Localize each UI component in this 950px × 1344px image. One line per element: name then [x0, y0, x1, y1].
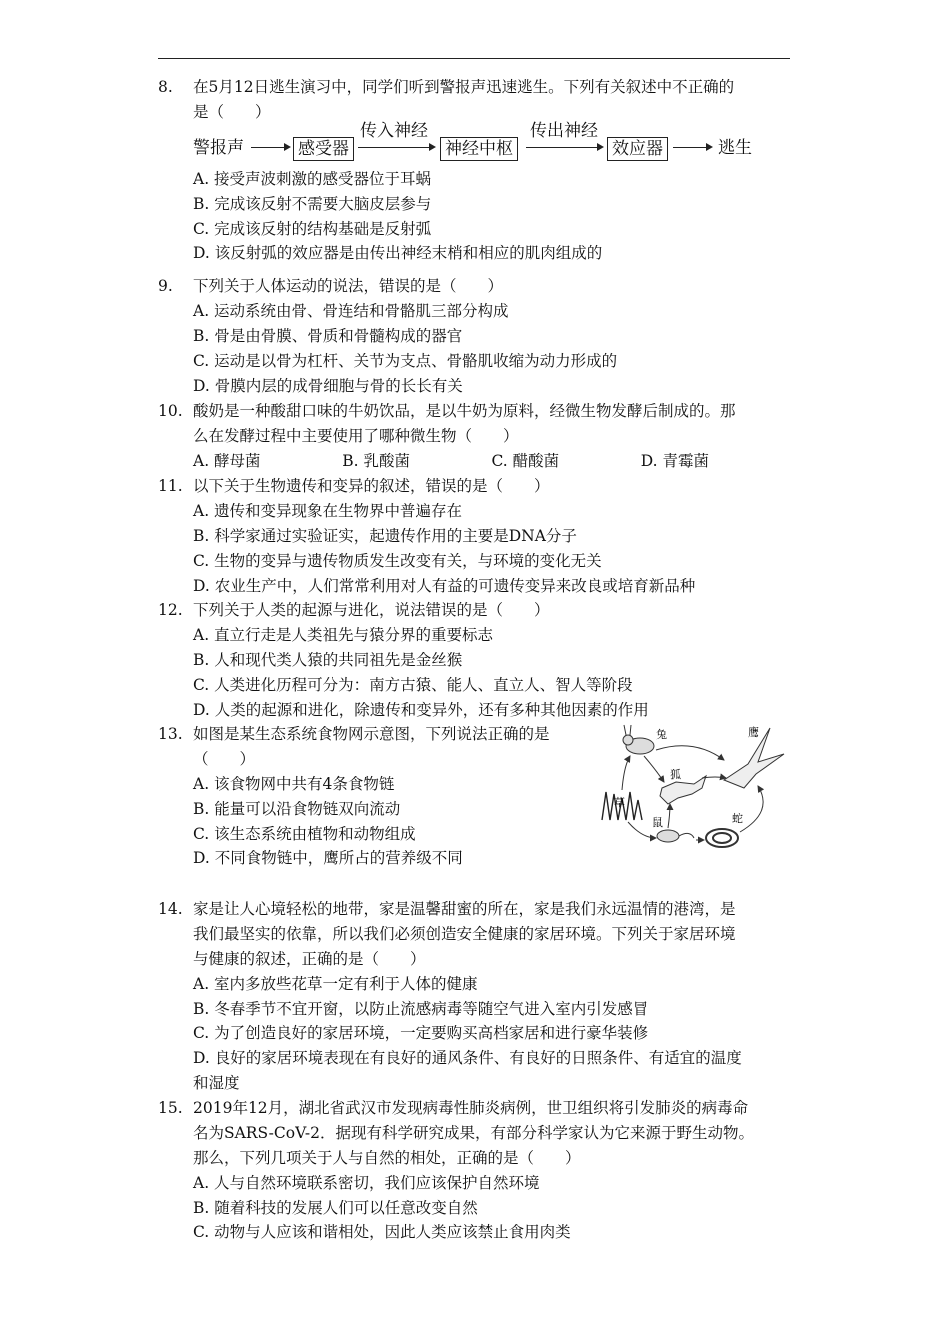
question-number: 8. [158, 78, 173, 96]
question-number: 15. [158, 1099, 183, 1117]
option-a: A. 直立行走是人类祖先与猿分界的重要标志 [193, 625, 494, 644]
question-number: 9. [158, 277, 173, 295]
arrow-fox-hawk [702, 777, 726, 778]
question-10 [158, 399, 790, 474]
question-stem-cont: 名为SARS-CoV-2．据现有科学研究成果，有部分科学家认为它来源于野生动物。 [193, 1123, 754, 1142]
arrow-rabbit-hawk [656, 746, 724, 760]
flow-arrow [526, 147, 602, 148]
arrow-rabbit-fox [644, 756, 664, 782]
option-c: C. 人类进化历程可分为：南方古猿、能人、直立人、智人等阶段 [193, 675, 633, 694]
option-c: C. 醋酸菌 [491, 451, 560, 470]
label-mouse: 鼠 [652, 816, 663, 829]
question-stem-cont: 是（ ） [193, 102, 271, 121]
question-stem-cont: （ ） [193, 749, 256, 768]
question-14 [158, 897, 790, 1096]
option-d: D. 青霉菌 [640, 451, 709, 470]
question-stem-cont: 我们最坚实的依靠，所以我们必须创造安全健康的家居环境。下列关于家居环境 [193, 924, 736, 943]
options-row [158, 449, 790, 474]
question-9 [158, 274, 790, 398]
flow-arrow [673, 147, 711, 148]
option-c: C. 为了创造良好的家居环境，一定要购买高档家居和进行豪华装修 [193, 1024, 649, 1043]
option-d: D. 该反射弧的效应器是由传出神经末梢和相应的肌肉组成的 [193, 244, 603, 263]
option-b: B. 完成该反射不需要大脑皮层参与 [193, 194, 432, 213]
arrow-mouse-fox [668, 804, 670, 828]
question-number: 10. [158, 402, 183, 420]
option-a: A. 遗传和变异现象在生物界中普遍存在 [193, 501, 463, 520]
option-b: B. 骨是由骨膜、骨质和骨髓构成的器官 [193, 326, 463, 345]
option-a: A. 运动系统由骨、骨连结和骨骼肌三部分构成 [193, 301, 509, 320]
flow-arrow [358, 147, 434, 148]
option-c: C. 运动是以骨为杠杆、关节为支点、骨骼肌收缩为动力形成的 [193, 351, 618, 370]
option-d: D. 人类的起源和进化，除遗传和变异外，还有多种其他因素的作用 [193, 700, 649, 719]
option-a: A. 酵母菌 [193, 451, 261, 470]
option-d-cont: 和湿度 [193, 1074, 240, 1093]
option-b: B. 冬春季节不宜开窗，以防止流感病毒等随空气进入室内引发感冒 [193, 999, 649, 1018]
option-b: B. 科学家通过实验证实，起遗传作用的主要是DNA分子 [193, 526, 577, 545]
reflex-flow-diagram [193, 120, 790, 167]
question-stem: 下列关于人类的起源与进化，说法错误的是（ ） [193, 601, 550, 619]
question-stem-cont: 么在发酵过程中主要使用了哪种微生物（ ） [193, 426, 519, 445]
option-c: C. 生物的变异与遗传物质发生改变有关，与环境的变化无关 [193, 551, 602, 570]
question-8 [158, 75, 790, 266]
question-stem-cont: 那么，下列几项关于人与自然的相处，正确的是（ ） [193, 1148, 581, 1167]
question-stem: 酸奶是一种酸甜口味的牛奶饮品，是以牛奶为原料，经微生物发酵后制成的。那 [193, 402, 736, 420]
top-rule [158, 58, 790, 59]
option-a: A. 人与自然环境联系密切，我们应该保护自然环境 [193, 1173, 540, 1192]
label-hawk: 鹰 [748, 726, 759, 739]
question-number: 11. [158, 477, 183, 495]
flow-center-box: 神经中枢 [440, 137, 518, 161]
food-web-figure [598, 722, 790, 874]
option-d: D. 农业生产中，人们常常利用对人有益的可遗传变异来改良或培育新品种 [193, 576, 696, 595]
option-b: B. 能量可以沿食物链双向流动 [193, 799, 401, 818]
question-12 [158, 598, 790, 722]
arrow-grass-rabbit [622, 756, 630, 790]
question-stem: 2019年12月，湖北省武汉市发现病毒性肺炎病例，世卫组织将引发肺炎的病毒命 [193, 1099, 749, 1117]
option-d: D. 良好的家居环境表现在有良好的通风条件、有良好的日照条件、有适宜的温度 [193, 1049, 742, 1068]
option-d: D. 骨膜内层的成骨细胞与骨的长长有关 [193, 376, 463, 395]
question-stem: 家是让人心境轻松的地带，家是温馨甜蜜的所在，家是我们永远温情的港湾，是 [193, 900, 736, 918]
option-b: B. 人和现代类人猿的共同祖先是金丝猴 [193, 650, 463, 669]
label-snake: 蛇 [732, 812, 743, 825]
question-stem: 在5月12日逃生演习中，同学们听到警报声迅速逃生。下列有关叙述中不正确的 [193, 78, 735, 96]
question-stem-cont: 与健康的叙述，正确的是（ ） [193, 949, 426, 968]
option-c: C. 动物与人应该和谐相处，因此人类应该禁止食用肉类 [193, 1223, 571, 1242]
fox-icon [660, 776, 706, 804]
flow-effector-box: 效应器 [607, 137, 668, 161]
flow-end: 逃生 [718, 137, 752, 158]
question-number: 13. [158, 725, 183, 743]
rabbit-icon [623, 725, 654, 754]
label-rabbit: 兔 [656, 728, 667, 741]
flow-start: 警报声 [193, 137, 244, 158]
arrow-snake-hawk [740, 786, 763, 832]
question-stem: 以下关于生物遗传和变异的叙述，错误的是（ ） [193, 477, 550, 495]
flow-afferent-label: 传入神经 [360, 120, 428, 141]
option-a: A. 室内多放些花草一定有利于人体的健康 [193, 974, 478, 993]
flow-efferent-label: 传出神经 [530, 120, 598, 141]
question-stem: 如图是某生态系统食物网示意图，下列说法正确的是 [193, 725, 550, 743]
option-c: C. 该生态系统由植物和动物组成 [193, 824, 416, 843]
question-11 [158, 474, 790, 598]
snake-icon [706, 829, 738, 847]
question-number: 14. [158, 900, 183, 918]
option-c: C. 完成该反射的结构基础是反射弧 [193, 219, 432, 238]
flow-arrow [251, 147, 289, 148]
option-a: A. 该食物网中共有4条食物链 [193, 774, 395, 793]
question-15 [158, 1096, 790, 1245]
question-stem: 下列关于人体运动的说法，错误的是（ ） [193, 277, 504, 295]
option-d: D. 不同食物链中，鹰所占的营养级不同 [193, 849, 463, 868]
option-a: A. 接受声波刺激的感受器位于耳蜗 [193, 169, 432, 188]
flow-receptor-box: 感受器 [293, 137, 354, 161]
option-b: B. 乳酸菌 [342, 451, 410, 470]
question-number: 12. [158, 601, 183, 619]
option-b: B. 随着科技的发展人们可以任意改变自然 [193, 1198, 478, 1217]
label-grass: 草 [614, 796, 625, 809]
mouse-icon [657, 830, 694, 842]
label-fox: 狐 [670, 768, 681, 781]
